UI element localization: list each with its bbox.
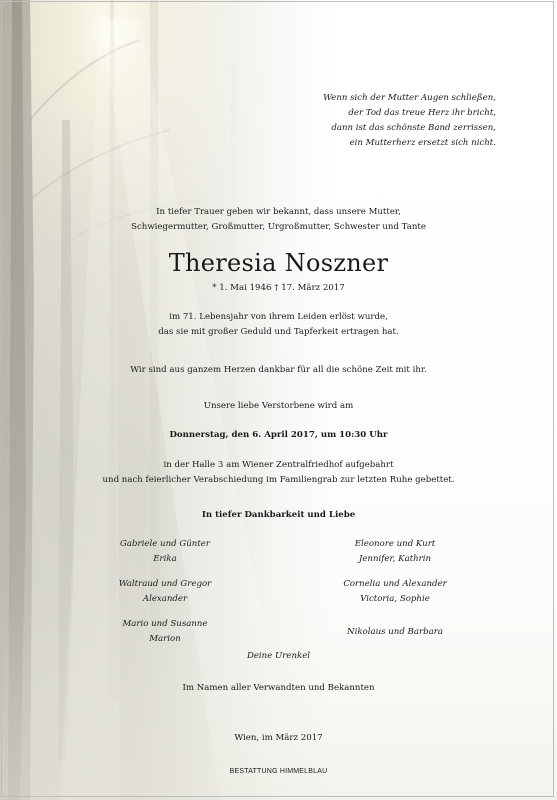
mourner-names: Gabriele und Günter bbox=[120, 539, 210, 549]
death-line: im 71. Lebensjahr von ihrem Leiden erlöst wurde, bbox=[169, 312, 388, 322]
deceased-name: Theresia Noszner bbox=[168, 249, 389, 277]
mourner-group bbox=[100, 617, 230, 647]
mourner-names: Cornelia und Alexander bbox=[343, 579, 447, 589]
ceremony-date: Donnerstag, den 6. April 2017, um 10:30 Uhr bbox=[169, 430, 388, 440]
place-date: Wien, im März 2017 bbox=[234, 733, 323, 743]
relatives-line: Im Namen aller Verwandten und Bekannten bbox=[182, 683, 375, 693]
mourner-names: Mario und Susanne bbox=[122, 619, 208, 629]
funeral-home-name: BESTATTUNG HIMMELBLAU bbox=[229, 768, 328, 775]
mourner-group bbox=[320, 577, 470, 607]
mourner-children: Marion bbox=[149, 634, 181, 644]
great-grandchildren: Deine Urenkel bbox=[246, 651, 311, 661]
ceremony-intro: Unsere liebe Verstorbene wird am bbox=[203, 401, 354, 411]
poem-line: Wenn sich der Mutter Augen schließen, bbox=[323, 93, 496, 103]
ceremony-line: und nach feierlicher Verabschiedung im Familiengrab zur letzten Ruhe gebettet. bbox=[102, 475, 455, 485]
mourner-group bbox=[320, 537, 470, 567]
poem-line: ein Mutterherz ersetzt sich nicht. bbox=[349, 138, 496, 148]
mourner-names: Eleonore und Kurt bbox=[354, 539, 436, 549]
death-text bbox=[0, 310, 557, 340]
intro-line: Schwiegermutter, Großmutter, Urgroßmutter, Schwester und Tante bbox=[131, 222, 426, 232]
mourner-names: Nikolaus und Barbara bbox=[347, 627, 443, 637]
life-dates: * 1. Mai 1946 † 17. März 2017 bbox=[212, 283, 345, 293]
ceremony-line: in der Halle 3 am Wiener Zentralfriedhof aufgebahrt bbox=[163, 460, 394, 470]
death-line: das sie mit großer Geduld und Tapferkeit ertragen hat. bbox=[158, 327, 399, 337]
intro-text bbox=[0, 205, 557, 235]
poem-line: dann ist das schönste Band zerrissen, bbox=[331, 123, 496, 133]
ceremony-text bbox=[0, 458, 557, 488]
poem bbox=[296, 91, 496, 151]
mourner-group bbox=[320, 625, 470, 640]
mourner-children: Alexander bbox=[142, 594, 188, 604]
mourner-names: Waltraud und Gregor bbox=[118, 579, 212, 589]
intro-line: In tiefer Trauer geben wir bekannt, dass unsere Mutter, bbox=[156, 207, 401, 217]
mourner-children: Erika bbox=[153, 554, 177, 564]
mourner-group bbox=[100, 537, 230, 567]
mourner-group bbox=[100, 577, 230, 607]
mourners-heading: In tiefer Dankbarkeit und Liebe bbox=[201, 510, 356, 520]
thanks-text: Wir sind aus ganzem Herzen dankbar für all die schöne Zeit mit ihr. bbox=[130, 365, 427, 375]
mourner-children: Victoria, Sophie bbox=[360, 594, 430, 604]
mourner-children: Jennifer, Kathrin bbox=[358, 554, 432, 564]
poem-line: der Tod das treue Herz ihr bricht, bbox=[348, 108, 496, 118]
